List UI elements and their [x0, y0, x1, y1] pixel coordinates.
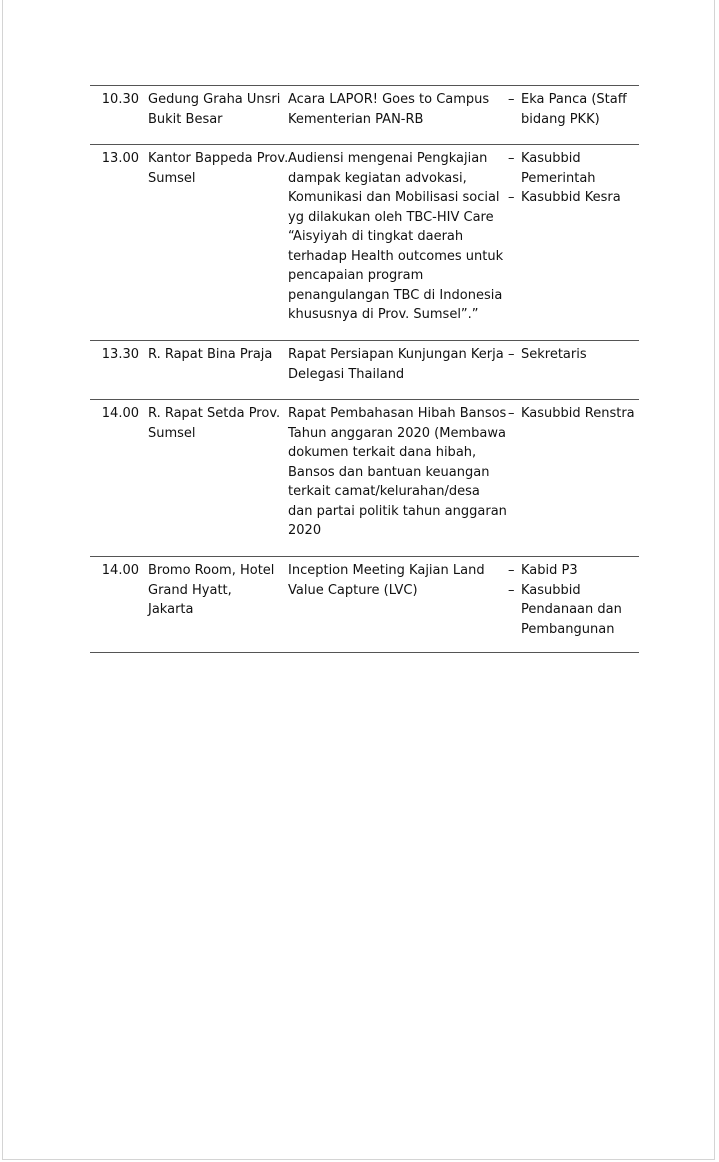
- schedule-table: [90, 85, 639, 653]
- attendee-line: Kasubbid: [521, 151, 581, 166]
- attendees-cell: [508, 561, 622, 639]
- location-line: Gedung Graha Unsri: [148, 92, 281, 107]
- activity-cell: [288, 561, 485, 600]
- table-row: [90, 340, 639, 399]
- activity-line: terhadap Health outcomes untuk: [288, 248, 504, 264]
- activity-line: dan partai politik tahun anggaran: [288, 503, 507, 519]
- attendee-line: Pemerintah: [521, 170, 596, 186]
- activity-line: Kementerian PAN-RB: [288, 111, 424, 127]
- attendee-line: bidang PKK): [521, 111, 600, 127]
- bullet-dash: –: [508, 151, 515, 166]
- bullet-dash: –: [508, 92, 515, 107]
- activity-line: Delegasi Thailand: [288, 366, 405, 382]
- attendee-line: Eka Panca (Staff: [521, 92, 627, 107]
- attendee-line: Sekretaris: [521, 347, 587, 362]
- attendees-cell: [508, 345, 587, 365]
- activity-line: penangulangan TBC di Indonesia: [288, 287, 503, 303]
- attendees-cell: [508, 404, 635, 424]
- activity-cell: [288, 345, 504, 384]
- time-cell: 14.00: [101, 563, 139, 578]
- table-row: [90, 85, 639, 144]
- attendee-line: Kasubbid: [521, 582, 581, 598]
- location-line: Bukit Besar: [148, 111, 223, 127]
- activity-line: Tahun anggaran 2020 (Membawa: [288, 425, 506, 441]
- activity-line: Komunikasi dan Mobilisasi social: [288, 190, 500, 205]
- table-row: [90, 144, 639, 340]
- attendee-line: Kabid P3: [521, 563, 578, 578]
- activity-line: pencapaian program: [288, 268, 424, 283]
- attendee-line: Pendanaan dan: [521, 602, 622, 617]
- bullet-dash: –: [508, 563, 515, 578]
- time-cell: 13.00: [101, 151, 139, 166]
- attendees-cell: [508, 149, 621, 208]
- location-cell: [148, 90, 280, 129]
- attendee-item: [508, 404, 635, 424]
- activity-line: dampak kegiatan advokasi,: [288, 170, 467, 186]
- location-line: R. Rapat Setda Prov.: [148, 406, 281, 421]
- activity-cell: [288, 149, 503, 325]
- location-line: Bromo Room, Hotel: [148, 563, 275, 578]
- attendee-item: [508, 188, 621, 208]
- bullet-dash: –: [508, 582, 515, 598]
- activity-line: Rapat Pembahasan Hibah Bansos: [288, 406, 507, 421]
- activity-line: dokumen terkait dana hibah,: [288, 445, 477, 460]
- attendee-item: [508, 561, 622, 581]
- activity-line: Audiensi mengenai Pengkajian: [288, 151, 488, 166]
- location-cell: [148, 149, 288, 188]
- time-cell: 10.30: [101, 92, 139, 107]
- location-line: Jakarta: [148, 602, 194, 617]
- activity-line: khususnya di Prov. Sumsel”.”: [288, 307, 479, 322]
- attendee-item: [508, 149, 621, 188]
- table-row: [90, 556, 639, 653]
- location-cell: [148, 345, 272, 365]
- bullet-dash: –: [508, 190, 515, 205]
- table-row: [90, 399, 639, 556]
- activity-line: yg dilakukan oleh TBC-HIV Care: [288, 209, 494, 225]
- activity-cell: [288, 90, 489, 129]
- document-page: [2, 0, 715, 1160]
- activity-line: Value Capture (LVC): [288, 582, 418, 598]
- activity-line: “Aisyiyah di tingkat daerah: [288, 229, 464, 244]
- activity-line: 2020: [288, 523, 322, 538]
- activity-line: Rapat Persiapan Kunjungan Kerja: [288, 347, 504, 362]
- activity-line: terkait camat/kelurahan/desa: [288, 484, 480, 499]
- location-line: Kantor Bappeda Prov.: [148, 151, 289, 166]
- activity-cell: [288, 404, 507, 541]
- bullet-dash: –: [508, 347, 515, 362]
- location-cell: [148, 561, 274, 620]
- attendee-item: [508, 581, 622, 640]
- location-line: Sumsel: [148, 425, 196, 441]
- attendee-line: Pembangunan: [521, 621, 615, 637]
- attendee-item: [508, 345, 587, 365]
- location-line: Sumsel: [148, 170, 196, 186]
- bullet-dash: –: [508, 406, 515, 421]
- time-cell: 14.00: [101, 406, 139, 421]
- activity-line: Inception Meeting Kajian Land: [288, 563, 485, 578]
- attendees-cell: [508, 90, 627, 129]
- location-line: R. Rapat Bina Praja: [148, 347, 273, 362]
- location-cell: [148, 404, 280, 443]
- activity-line: Bansos dan bantuan keuangan: [288, 464, 490, 480]
- time-cell: 13.30: [101, 347, 139, 362]
- attendee-item: [508, 90, 627, 129]
- location-line: Grand Hyatt,: [148, 582, 232, 598]
- attendee-line: Kasubbid Kesra: [521, 190, 621, 205]
- attendee-line: Kasubbid Renstra: [521, 406, 635, 421]
- activity-line: Acara LAPOR! Goes to Campus: [288, 92, 490, 107]
